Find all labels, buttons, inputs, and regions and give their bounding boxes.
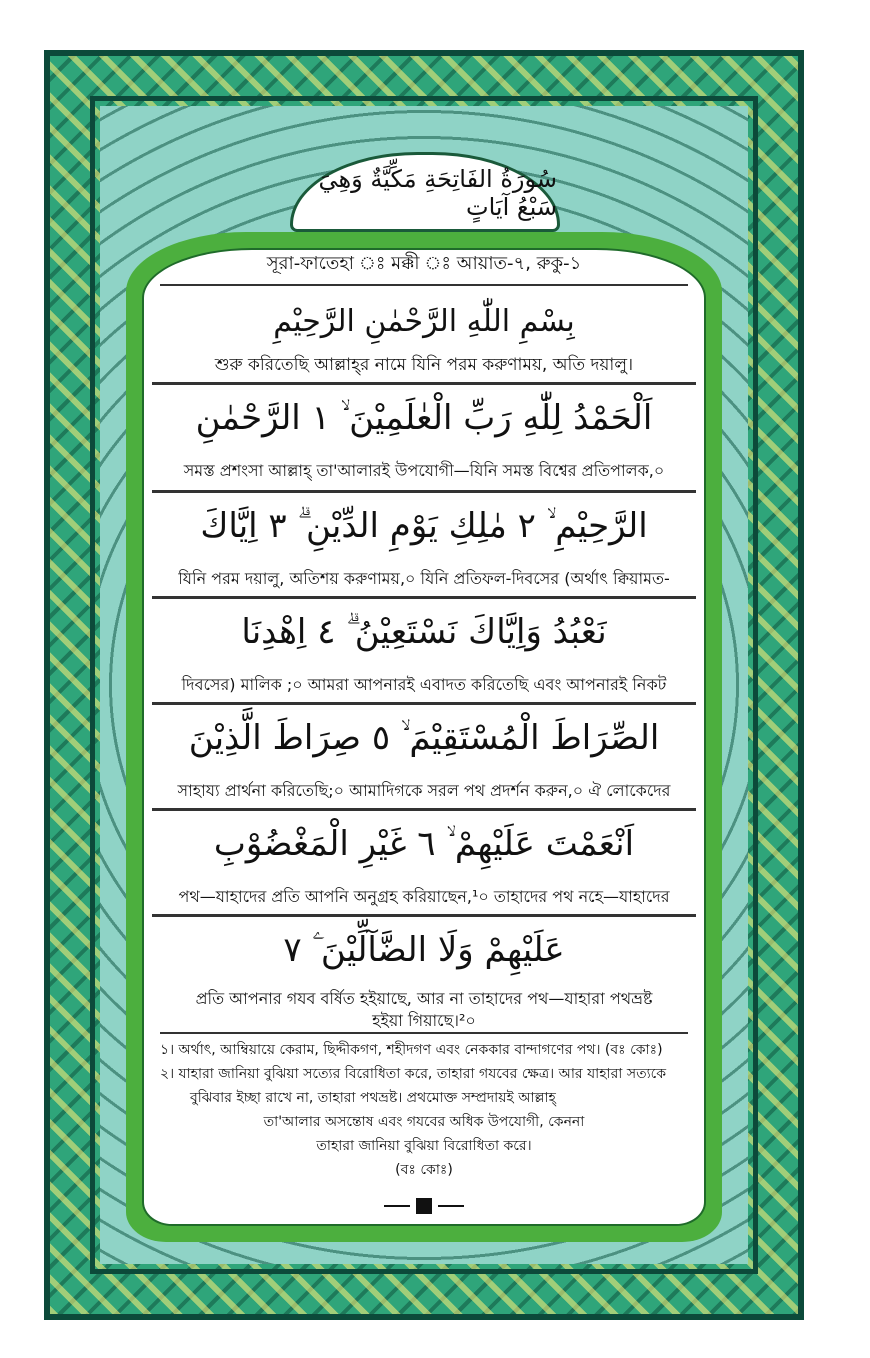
divider-rule: [152, 490, 696, 493]
divider-rule: [152, 914, 696, 917]
surah-info: সূরা-ফাতেহা ঃ মক্কী ঃ আয়াত-৭, রুকু-১: [160, 244, 688, 286]
footnote-2-line: ২। যাহারা জানিয়া বুঝিয়া সত্যের বিরোধিতা করে, তাহারা গযবের ক্ষেত্র। আর যাহারা সত্যকে: [160, 1066, 667, 1082]
bengali-line: পথ—যাহাদের প্রতি আপনি অনুগ্রহ করিয়াছেন,¹০ তাহাদের পথ নহে—যাহাদের: [178, 887, 670, 906]
arabic-line: عَلَيْهِمْ وَلَا الضَّآلِّيْنَ ۧ ٧: [283, 930, 565, 970]
bismillah-translation: শুরু করিতেছি আল্লাহ্‌র নামে যিনি পরম করুণাময়, অতি দয়ালু।: [214, 355, 634, 375]
dash-right: [438, 1205, 464, 1207]
bengali-line: সাহায্য প্রার্থনা করিতেছি;০ আমাদিগকে সরল পথ প্রদর্শন করুন,০ ঐ লোকেদের: [177, 781, 671, 800]
divider-rule: [152, 596, 696, 599]
divider-rule: [152, 382, 696, 385]
footnote-divider: [160, 1032, 688, 1034]
arabic-line: اَلْحَمْدُ لِلّٰهِ رَبِّ الْعٰلَمِيْنَ ۙ ١ الرَّحْمٰنِ: [195, 398, 653, 438]
footnote-2-line: তাহারা জানিয়া বুঝিয়া বিরোধিতা করে।: [316, 1138, 532, 1154]
surah-title-arabic: سُورَةُ الفَاتِحَةِ مَكِّيَّةٌ وَهِيَ سَبْعُ آيَاتٍ: [318, 165, 557, 221]
final-translation: [152, 988, 696, 1032]
divider-rule: [152, 808, 696, 811]
end-ornament: [374, 1196, 474, 1216]
bismillah-arabic: بِسْمِ اللّٰهِ الرَّحْمٰنِ الرَّحِيْمِ: [273, 303, 575, 339]
arabic-line: الصِّرَاطَ الْمُسْتَقِيْمَ ۙ ٥ صِرَاطَ الَّذِيْنَ: [188, 718, 660, 758]
footnote-2-line: তা'আলার অসন্তোষ এবং গযবের অধিক উপযোগী, কেননা: [263, 1114, 585, 1130]
final-translation-line: প্রতি আপনার গযব বর্ষিত হইয়াছে, আর না তাহাদের পথ—যাহারা পথভ্রষ্ট: [195, 989, 653, 1008]
divider-rule: [152, 702, 696, 705]
bengali-line: যিনি পরম দয়ালু, অতিশয় করুণাময়,০ যিনি প্রতিফল-দিবসের (অর্থাৎ ক্বিয়ামত-: [178, 569, 670, 588]
footnote-1: ১। অর্থাৎ, আম্বিয়ায়ে কেরাম, ছিদ্দীকগণ, শহীদগণ এবং নেককার বান্দাগণের পথ। (বঃ কোঃ): [160, 1042, 663, 1058]
footnote-2-line: বুঝিবার ইচ্ছা রাখে না, তাহারা পথভ্রষ্ট। প্রথমোক্ত সম্প্রদায়ই আল্লাহ্‌: [190, 1090, 556, 1106]
bengali-line: দিবসের) মালিক ;০ আমরা আপনারই এবাদত করিতেছি এবং আপনারই নিকট: [181, 675, 667, 694]
footnote-source: (বঃ কোঃ): [395, 1162, 453, 1178]
square-ornament-icon: [416, 1198, 432, 1214]
footnotes: [160, 1032, 688, 1182]
arabic-line: اَنْعَمْتَ عَلَيْهِمْ ۙ ٦ غَيْرِ الْمَغْضُوْبِ: [213, 824, 635, 864]
bengali-line: সমস্ত প্রশংসা আল্লাহ্‌ তা'আলারই উপযোগী—যিনি সমস্ত বিশ্বের প্রতিপালক,০: [183, 461, 665, 480]
final-translation-line: হইয়া গিয়াছে।²০: [372, 1011, 476, 1030]
arabic-line: نَعْبُدُ وَاِيَّاكَ نَسْتَعِيْنُ ۗ ٤ اِهْدِنَا: [241, 612, 607, 652]
arabic-line: الرَّحِيْمِ ۙ ٢ مٰلِكِ يَوْمِ الدِّيْنِ ۗ ٣ اِيَّاكَ: [200, 506, 648, 546]
dash-left: [384, 1205, 410, 1207]
